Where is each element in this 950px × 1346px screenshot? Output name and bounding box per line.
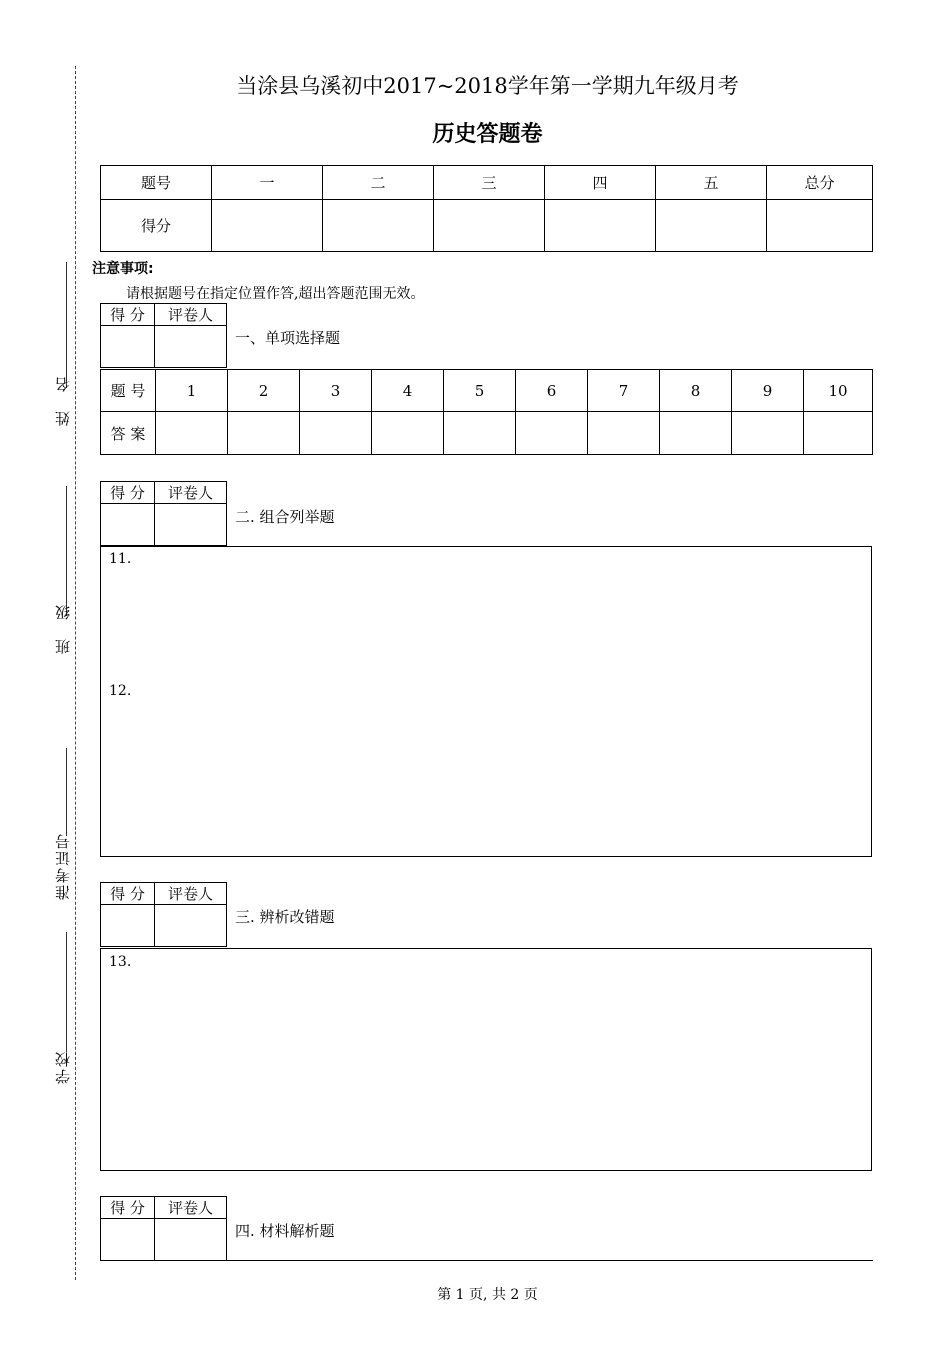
score-cell[interactable] xyxy=(545,200,656,252)
score-header-cell: 三 xyxy=(434,166,545,200)
grader-box-1 xyxy=(100,303,227,368)
score-cell[interactable] xyxy=(767,200,873,252)
sidebar-school-label: 学校 xyxy=(54,1050,72,1084)
question-number: 7 xyxy=(588,370,660,412)
question-number: 1 xyxy=(156,370,228,412)
grader-box-2 xyxy=(100,481,227,546)
grader-score-cell[interactable] xyxy=(101,1219,155,1261)
score-table xyxy=(100,165,873,252)
grader-score-label: 得 分 xyxy=(101,304,155,326)
grader-name-cell[interactable] xyxy=(155,1219,227,1261)
answer-cell[interactable] xyxy=(732,412,804,455)
answer-cell[interactable] xyxy=(516,412,588,455)
grader-name-cell[interactable] xyxy=(155,905,227,947)
question-13-label: 13. xyxy=(109,954,132,970)
score-header-cell: 五 xyxy=(656,166,767,200)
sidebar-exam-id-label: 准考证号 xyxy=(54,832,72,900)
grader-score-label: 得 分 xyxy=(101,482,155,504)
grader-score-cell[interactable] xyxy=(101,905,155,947)
score-header-cell: 一 xyxy=(212,166,323,200)
exam-id-fill-line xyxy=(66,748,67,836)
question-number: 10 xyxy=(804,370,873,412)
grader-score-cell[interactable] xyxy=(101,326,155,368)
class-fill-line xyxy=(66,486,67,616)
question-number: 8 xyxy=(660,370,732,412)
sidebar-name-label: 姓 名 xyxy=(54,375,72,426)
answer-cell[interactable] xyxy=(444,412,516,455)
choice-answer-table xyxy=(100,369,873,455)
score-row-label: 得分 xyxy=(101,200,212,252)
grader-name-label: 评卷人 xyxy=(155,883,227,905)
answer-cell[interactable] xyxy=(228,412,300,455)
section2-title: 二. 组合列举题 xyxy=(235,508,335,526)
name-fill-line xyxy=(66,262,67,388)
grader-name-cell[interactable] xyxy=(155,326,227,368)
grader-box-4 xyxy=(100,1196,227,1261)
page-number: 第 1 页, 共 2 页 xyxy=(437,1287,538,1303)
answer-cell[interactable] xyxy=(660,412,732,455)
section4-title: 四. 材料解析题 xyxy=(235,1222,335,1240)
exam-title: 当涂县乌溪初中2017~2018学年第一学期九年级月考 xyxy=(236,74,739,98)
score-header-cell: 题号 xyxy=(101,166,212,200)
question-number: 4 xyxy=(372,370,444,412)
answer-box-section3[interactable] xyxy=(100,948,872,1171)
question-11-label: 11. xyxy=(109,551,132,567)
grader-name-label: 评卷人 xyxy=(155,482,227,504)
answer-cell[interactable] xyxy=(372,412,444,455)
section1-title: 一、单项选择题 xyxy=(235,329,341,347)
score-cell[interactable] xyxy=(434,200,545,252)
answer-cell[interactable] xyxy=(804,412,873,455)
question-number: 5 xyxy=(444,370,516,412)
question-number: 6 xyxy=(516,370,588,412)
score-cell[interactable] xyxy=(656,200,767,252)
notice-text: 请根据题号在指定位置作答,超出答题范围无效。 xyxy=(126,286,425,302)
grader-name-cell[interactable] xyxy=(155,504,227,546)
answer-cell[interactable] xyxy=(588,412,660,455)
answer-label: 答 案 xyxy=(101,412,156,455)
school-fill-line xyxy=(66,932,67,1052)
sidebar-class-label: 班 级 xyxy=(54,603,72,654)
grader-box-3 xyxy=(100,882,227,947)
grader-score-label: 得 分 xyxy=(101,1197,155,1219)
section4-rule xyxy=(227,1260,873,1261)
answer-box-section2[interactable] xyxy=(100,546,872,857)
grader-score-label: 得 分 xyxy=(101,883,155,905)
score-header-cell: 四 xyxy=(545,166,656,200)
question-number-label: 题 号 xyxy=(101,370,156,412)
answer-cell[interactable] xyxy=(156,412,228,455)
question-number: 3 xyxy=(300,370,372,412)
answer-cell[interactable] xyxy=(300,412,372,455)
grader-score-cell[interactable] xyxy=(101,504,155,546)
grader-name-label: 评卷人 xyxy=(155,304,227,326)
score-cell[interactable] xyxy=(212,200,323,252)
score-header-cell: 二 xyxy=(323,166,434,200)
question-12-label: 12. xyxy=(109,683,132,699)
score-cell[interactable] xyxy=(323,200,434,252)
question-number: 9 xyxy=(732,370,804,412)
page-title: 历史答题卷 xyxy=(432,122,543,147)
section3-title: 三. 辨析改错题 xyxy=(235,908,335,926)
fold-line xyxy=(75,66,76,1280)
score-header-cell: 总分 xyxy=(767,166,873,200)
grader-name-label: 评卷人 xyxy=(155,1197,227,1219)
question-number: 2 xyxy=(228,370,300,412)
notice-title: 注意事项: xyxy=(92,261,154,277)
